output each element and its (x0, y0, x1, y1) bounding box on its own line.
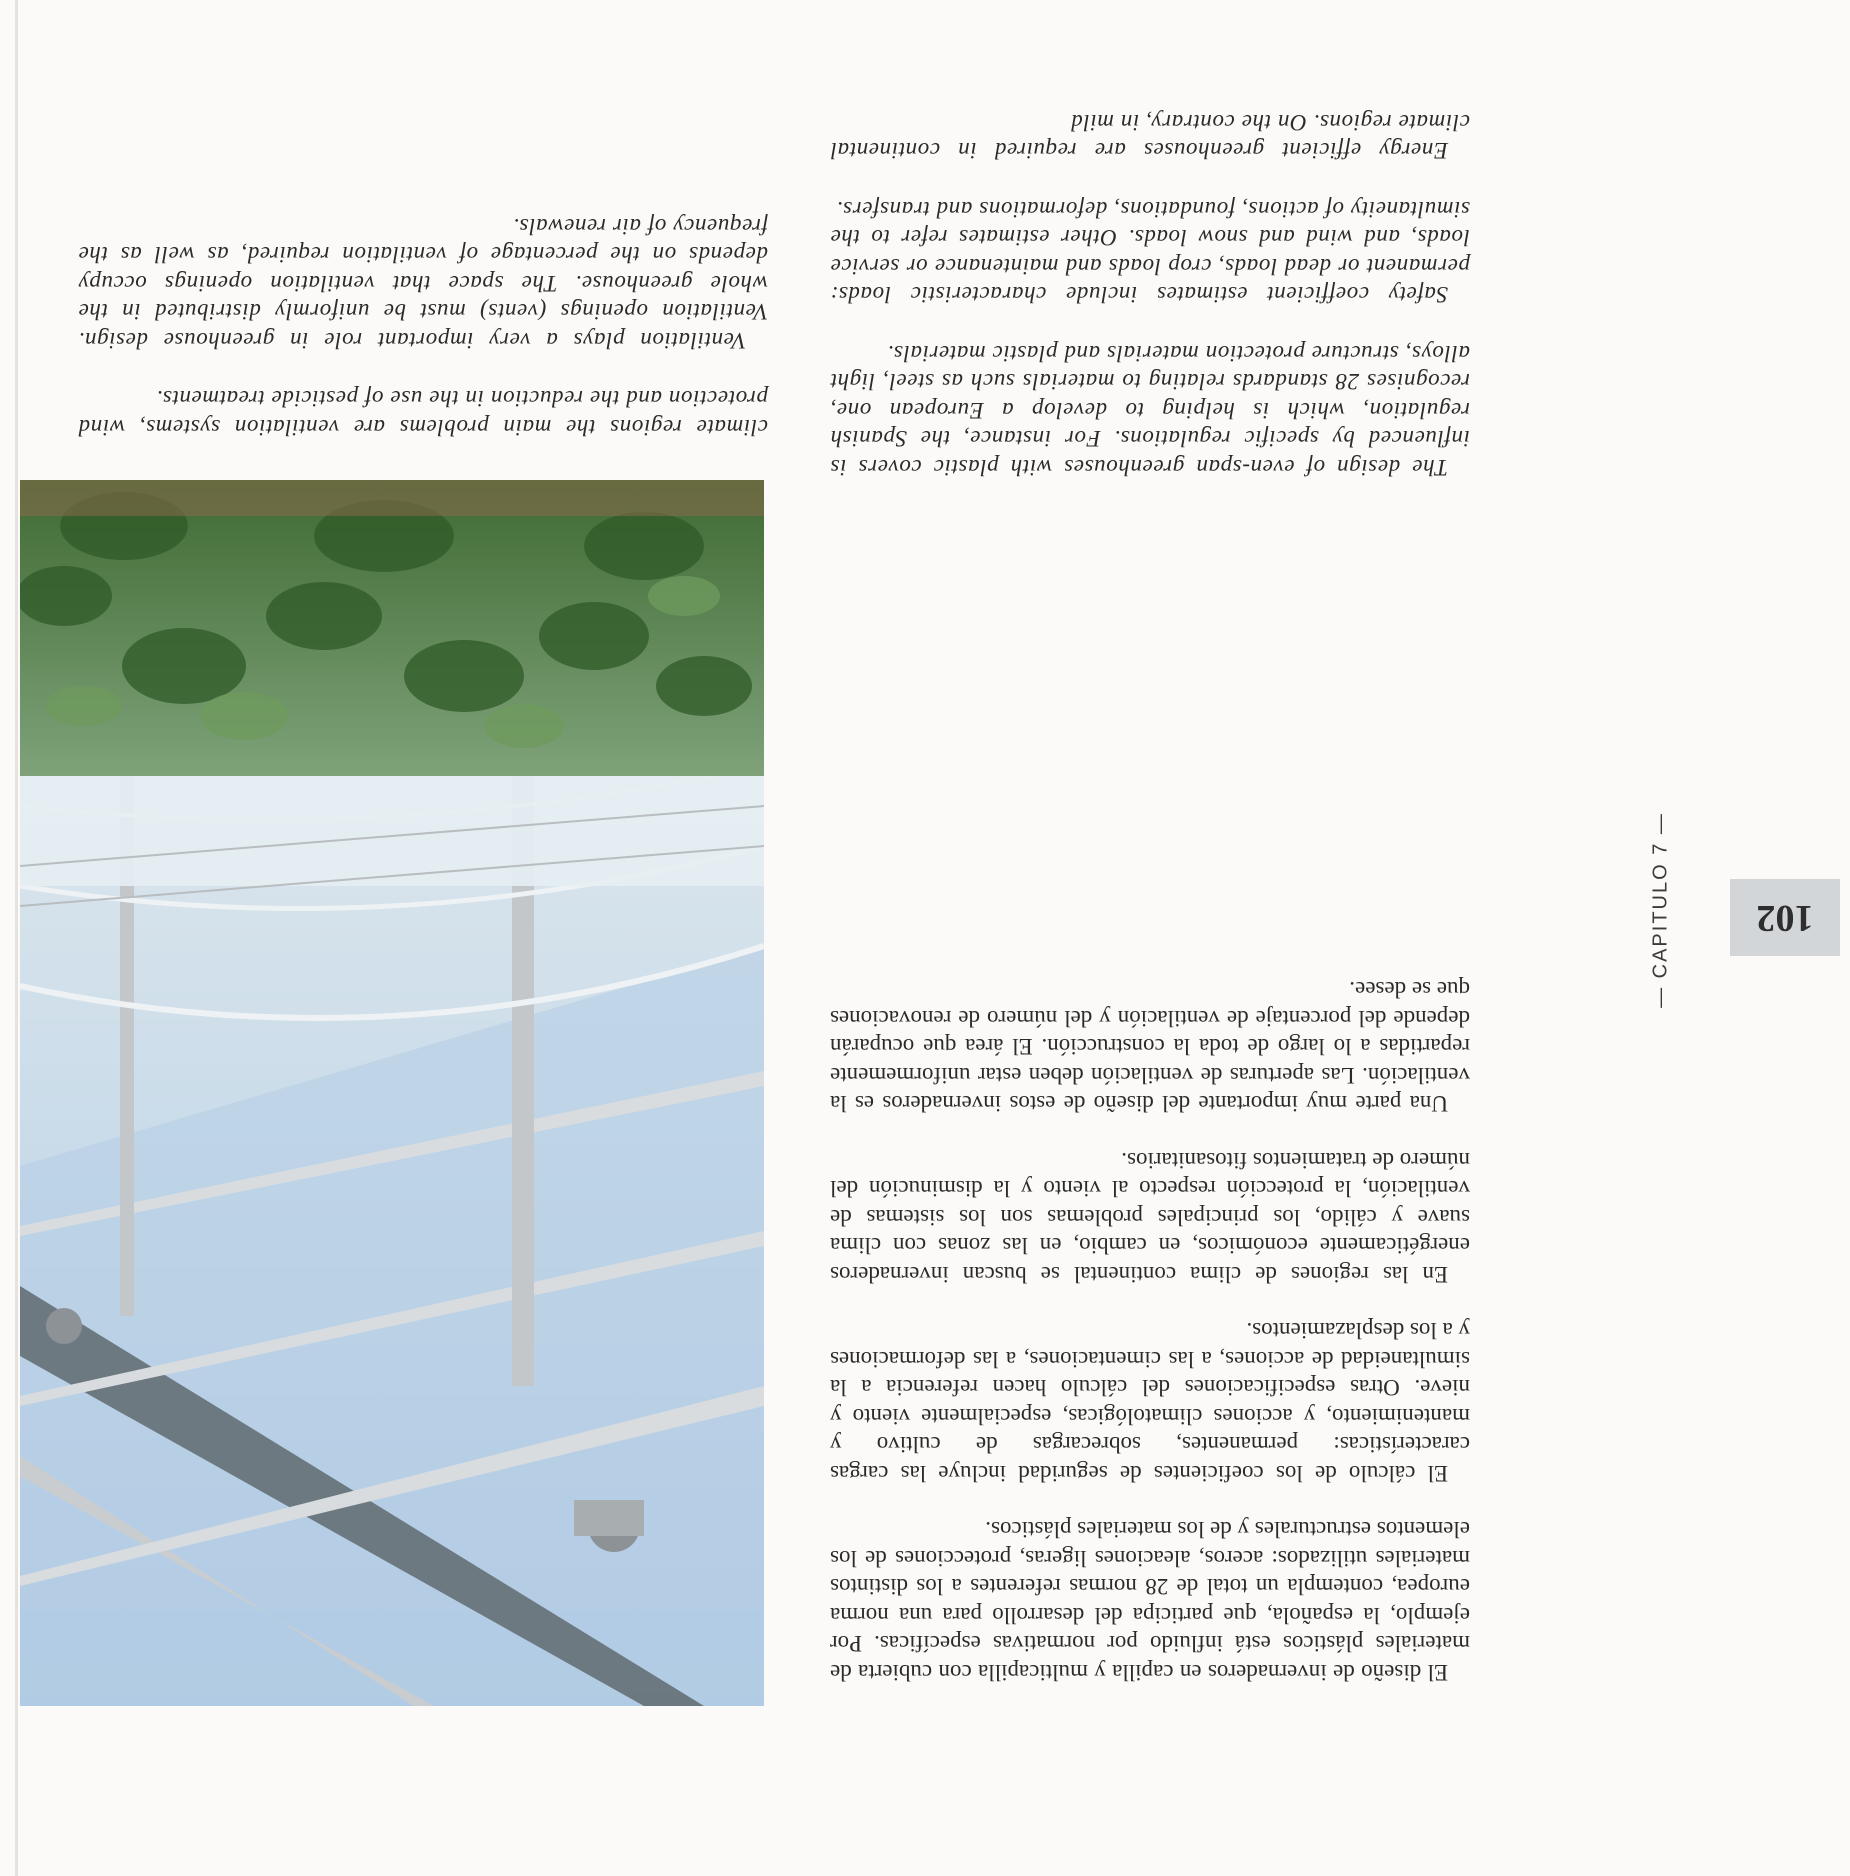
english-paragraph: Energy efficient greenhouses are required in continental climate regions. On the contrary, in mild (830, 110, 1470, 164)
greenhouse-photo (20, 480, 764, 1706)
english-column-b (78, 182, 768, 442)
chapter-label (1647, 812, 1675, 1008)
page-gutter (15, 0, 18, 1876)
spanish-paragraph: El cálculo de los coeficientes de seguridad incluye las cargas características: permanentes, sobrecargas de cultivo y mantenimiento, y acciones climatológicas, especialmente viento y nieve. Otras especificaciones del cálculo hacen referencia a la simultaneidad de acciones, a las cimentaciones, a las deformaciones y a los desplazamientos. (830, 1318, 1470, 1486)
spanish-paragraph: Una parte muy importante del diseño de estos invernaderos es la ventilación. Las aperturas de ventilación deben estar uniformemente repartidas a lo largo de toda la construcción. El área que ocuparán depende del porcentaje de ventilación y del número de renovaciones que se desee. (830, 977, 1470, 1117)
spanish-paragraph: En las regiones de clima continental se buscan invernaderos energéticamente económicos, en cambio, en las zonas con clima suave y cálido, los principales problemas son los sistemas de ventilación, la protección respecto al viento y la disminución del número de tratamientos fitosanitarios. (830, 1148, 1470, 1287)
english-paragraph: Ventilation plays a very important role in greenhouse design. Ventilation openings (vents) must be uniformly distributed in the whole greenhouse. The space that ventilation openings occupy depends on the percentage of ventilation required, as well as the frequency of air renewals. (78, 214, 768, 353)
english-paragraph: climate regions the main problems are ventilation systems, wind protection and the reduction in the use of pesticide treatments. (78, 386, 768, 440)
english-paragraph: The design of even-span greenhouses with plastic covers is influenced by specific regulations. For instance, the Spanish regulation, which is helping to develop a European one, recognises 28 standards relating to materials such as steel, light alloys, structure protection materials and plastic materials. (830, 341, 1470, 480)
page-number: 102 (1756, 897, 1814, 939)
english-column-a (830, 78, 1470, 482)
greenhouse-interior-photo-icon (20, 480, 764, 1706)
spanish-paragraph: El diseño de invernaderos en capilla y multicapilla con cubierta de materiales plásticos está influido por normativas específicas. Por ejemplo, la española, que participa del desarrollo para una norma europea, contempla un total de 28 normas referentes a los distintos materiales utilizados: aceros, aleaciones ligeras, protecciones de los elementos estructurales y de los materiales plásticos. (830, 1517, 1470, 1685)
english-paragraph: Safety coefficient estimates include characteristic loads: permanent or dead loads, crop loads and maintenance or service loads, and wind and snow loads. Other estimates refer to the simultaneity of actions, foundations, deformations and transfers. (830, 197, 1470, 308)
spanish-column (830, 947, 1470, 1686)
chapter-label-text: — CAPITULO 7 — (1649, 812, 1672, 1008)
page-number-tab (1730, 879, 1840, 956)
